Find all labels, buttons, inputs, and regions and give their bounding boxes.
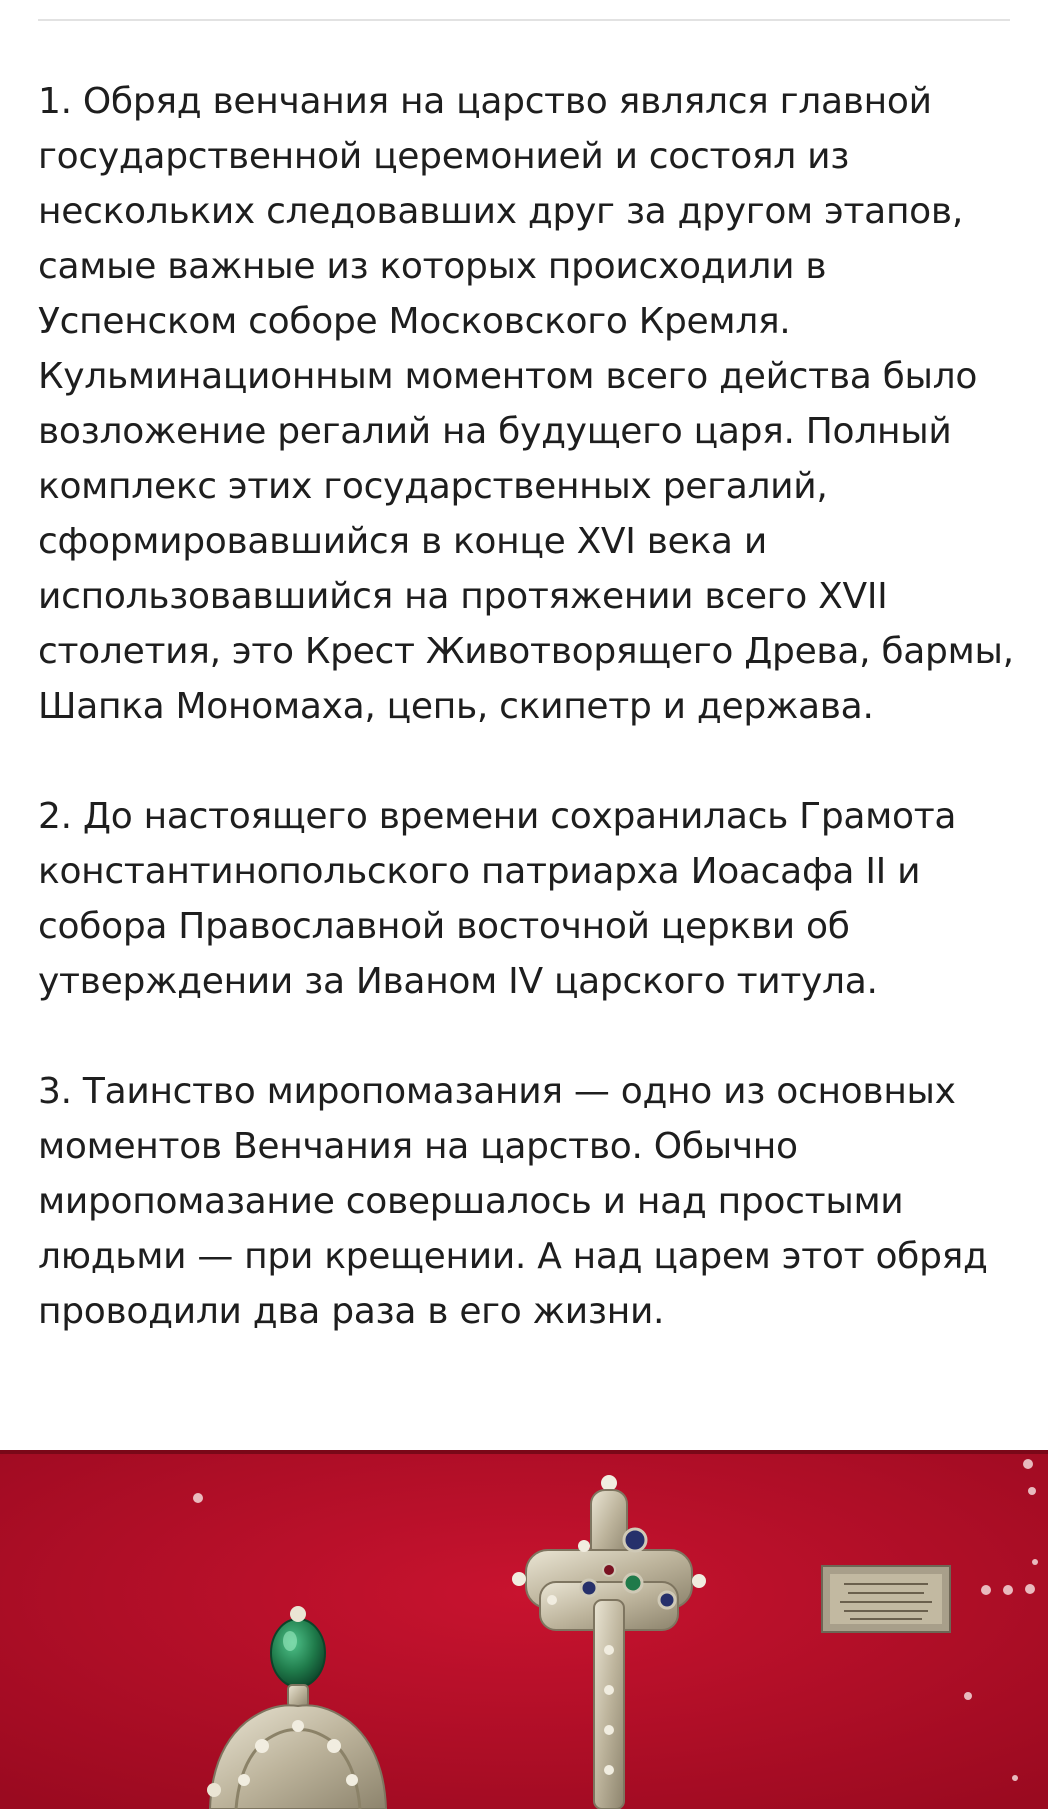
paragraph-1: 1. Обряд венчания на царство являлся главной государственной церемонией и состоял из нескольких следовавших друг за другом этапов, самые важные из которых происходили в Успенском соборе Московского Кремля. Кульминационным моментом всего действа было возложение регалий на будущего царя. Полный комплекс этих государственных регалий, сформировавшийся в конце XVI века и использовавшийся на протяжении всего XVII столетия, это Крест Животворящего Древа, бармы, Шапка Мономаха, цепь, скипетр и держава. [38, 81, 1014, 727]
paragraph-3: 3. Таинство миропомазания — одно из основных моментов Венчания на царство. Обычно миропомазание совершалось и над простыми людьми — при крещении. А над царем этот обряд проводили два раза в его жизни. [38, 1071, 988, 1332]
regalia-photo[interactable] [0, 1450, 1048, 1809]
regalia-photo-illustration [0, 1450, 1048, 1809]
museum-plaque [822, 1566, 950, 1632]
article-body [38, 74, 1018, 1394]
top-divider [38, 19, 1010, 21]
paragraph-2: 2. До настоящего времени сохранилась Грамота константинопольского патриарха Иоасафа II и собора Православной восточной церкви об утверждении за Иваном IV царского титула. [38, 796, 957, 1002]
